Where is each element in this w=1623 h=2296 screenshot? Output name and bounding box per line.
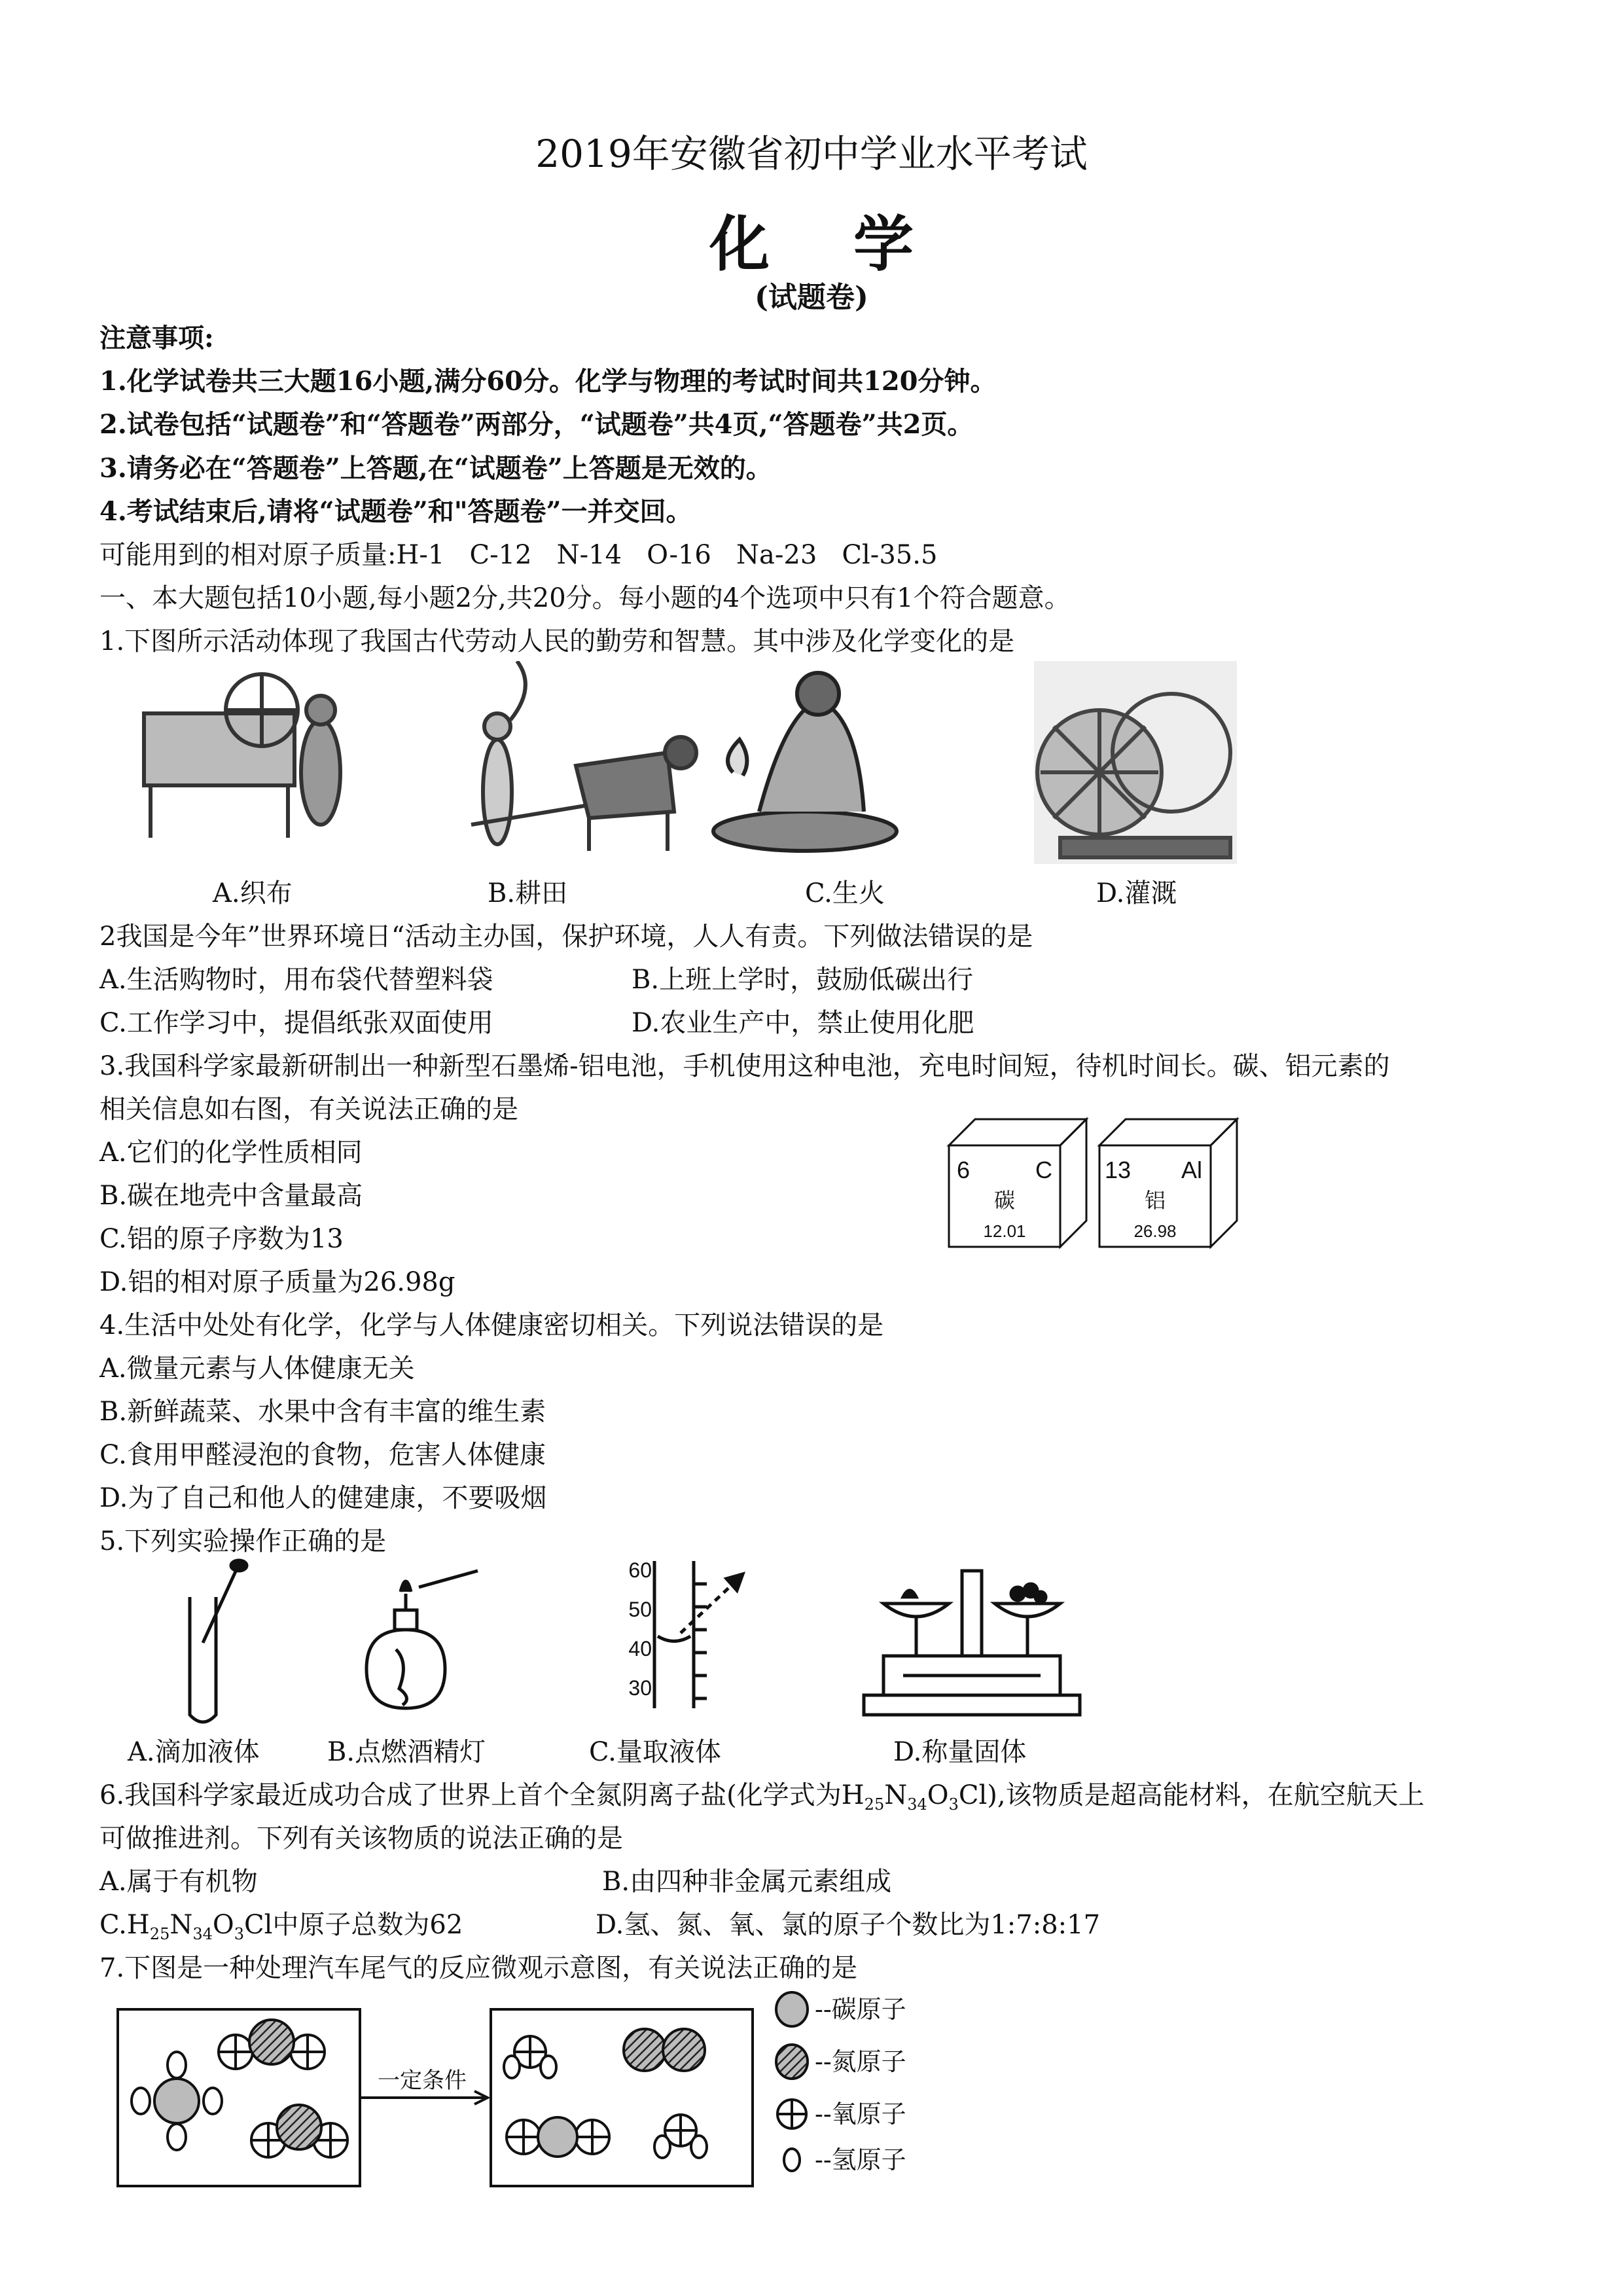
test-tube-dropper-picture (190, 1560, 247, 1722)
q6-formula: $H_{25}N_{34}O_3Cl$ (841, 1780, 988, 1814)
carbon-atom-symbol (776, 1992, 808, 2026)
q6-option-a: A.属于有机物 (99, 1867, 258, 1897)
q4-option-c: C.食用甲醛浸泡的食物，危害人体健康 (99, 1440, 546, 1470)
q2-option-a: A.生活购物时，用布袋代替塑料袋 (99, 965, 493, 995)
legend-oxygen: --氧原子 (815, 2100, 906, 2128)
q4-stem: 4.生活中处处有化学，化学与人体健康密切相关。下列说法错误的是 (99, 1310, 884, 1340)
notice-item-4: 4.考试结束后,请将“试题卷”和"答题卷”一并交回。 (99, 496, 692, 527)
carbon-symbol: C (1035, 1157, 1052, 1183)
notice-item-1: 1.化学试卷共三大题16小题,满分60分。化学与物理的考试时间共120分钟。 (99, 366, 997, 397)
q6-option-c (99, 1912, 463, 1942)
q3-stem-line1: 3.我国科学家最新研制出一种新型石墨烯-铝电池，手机使用这种电池，充电时间短，待机时间长。碳、铝元素的 (99, 1051, 1390, 1081)
water-molecule (504, 2036, 556, 2078)
cylinder-tick-60: 60 (628, 1558, 652, 1582)
q4-option-d: D.为了自己和他人的健建康，不要吸烟 (99, 1483, 547, 1513)
q1-option-c: C.生火 (805, 878, 885, 908)
water-molecule (654, 2115, 707, 2158)
legend-hydrogen: --氢原子 (815, 2145, 906, 2174)
q1-stem: 1.下图所示活动体现了我国古代劳动人民的勤劳和智慧。其中涉及化学变化的是 (99, 626, 1015, 656)
plowing-picture (471, 661, 696, 851)
making-fire-picture (713, 673, 897, 851)
section1-intro: 一、本大题包括10小题,每小题2分,共20分。每小题的4个选项中只有1个符合题意。 (99, 583, 1071, 613)
nitrogen-dioxide-molecule (219, 2020, 325, 2069)
q1-figure (131, 661, 1243, 864)
nitrogen-molecule (624, 2029, 705, 2071)
methane-molecule (132, 2052, 222, 2150)
q5-option-c: C.量取液体 (589, 1737, 721, 1767)
legend-symbols (776, 1992, 808, 2171)
notice-heading: 注意事项: (99, 323, 214, 353)
notice-item-2: 2.试卷包括“试题卷”和“答题卷”两部分，“试题卷”共4页,“答题卷”共2页。 (99, 409, 974, 440)
q1-option-b: B.耕田 (488, 878, 568, 908)
q6-option-c-post: 中原子总数为62 (272, 1910, 463, 1940)
irrigation-picture (1034, 661, 1237, 864)
nitrogen-atom-symbol (776, 2045, 808, 2079)
aluminum-name: 铝 (1144, 1189, 1166, 1212)
subject-title: 化 学 (709, 209, 914, 279)
atomic-masses: 可能用到的相对原子质量:H-1 C-12 N-14 O-16 Na-23 Cl-35.5 (99, 540, 938, 570)
q5-figure (170, 1558, 1152, 1728)
cylinder-tick-50: 50 (628, 1598, 652, 1621)
q5-option-a: A.滴加液体 (128, 1737, 260, 1767)
cylinder-tick-40: 40 (628, 1637, 652, 1660)
q7-stem: 7.下图是一种处理汽车尾气的反应微观示意图，有关说法正确的是 (99, 1953, 858, 1983)
aluminum-mass: 26.98 (1133, 1221, 1177, 1241)
alcohol-lamp-picture (366, 1571, 478, 1708)
oxygen-atom-symbol (777, 2100, 806, 2128)
q6-stem-line1 (99, 1782, 1425, 1812)
q3-option-c: C.铝的原子序数为13 (99, 1224, 344, 1254)
aluminum-number: 13 (1105, 1157, 1132, 1183)
q6-stem-pre: 6.我国科学家最近成功合成了世界上首个全氮阴离子盐(化学式为 (99, 1780, 842, 1810)
q5-option-d: D.称量固体 (893, 1737, 1027, 1767)
cylinder-tick-30: 30 (628, 1676, 652, 1700)
q6-option-d: D.氢、氮、氧、氯的原子个数比为1:7:8:17 (596, 1910, 1101, 1940)
aluminum-symbol: Al (1181, 1157, 1203, 1183)
q7-reaction-diagram (111, 1990, 962, 2206)
hydrogen-atom-symbol (784, 2149, 800, 2171)
q1-option-d: D.灌溉 (1096, 878, 1177, 908)
q2-stem: 2我国是今年”世界环境日“活动主办国，保护环境，人人有责。下列做法错误的是 (99, 922, 1033, 952)
exam-title: 2019年安徽省初中学业水平考试 (535, 132, 1088, 176)
q3-option-d: D.铝的相对原子质量为26.98g (99, 1267, 455, 1297)
q6-option-b: B.由四种非金属元素组成 (602, 1867, 892, 1897)
q4-option-b: B.新鲜蔬菜、水果中含有丰富的维生素 (99, 1397, 546, 1427)
loom-picture (144, 674, 340, 838)
q5-stem: 5.下列实验操作正确的是 (99, 1526, 387, 1556)
legend-carbon: --碳原子 (815, 1995, 906, 2024)
graduated-cylinder-picture (654, 1561, 743, 1708)
notice-item-3: 3.请务必在“答题卷”上答题,在“试题卷”上答题是无效的。 (99, 453, 772, 484)
q3-option-a: A.它们的化学性质相同 (99, 1138, 363, 1168)
carbon-name: 碳 (993, 1189, 1016, 1212)
carbon-dioxide-molecule (507, 2117, 609, 2157)
nitrogen-dioxide-molecule (251, 2105, 348, 2157)
element-cells (936, 1106, 1250, 1257)
q6-stem-post: ),该物质是超高能材料，在航空航天上 (987, 1780, 1425, 1810)
q6-stem-line2: 可做推进剂。下列有关该物质的说法正确的是 (99, 1823, 623, 1854)
legend-nitrogen: --氮原子 (815, 2047, 906, 2076)
q1-option-a: A.织布 (213, 878, 293, 908)
q3-option-b: B.碳在地壳中含量最高 (99, 1181, 363, 1211)
q4-option-a: A.微量元素与人体健康无关 (99, 1354, 415, 1384)
q3-stem-line2: 相关信息如右图，有关说法正确的是 (99, 1094, 518, 1124)
balance-scale-picture (864, 1571, 1080, 1715)
carbon-number: 6 (957, 1157, 971, 1183)
q2-option-c: C.工作学习中，提倡纸张双面使用 (99, 1008, 493, 1038)
q6-option-c-formula: $H_{25}N_{34}O_3Cl$ (126, 1910, 273, 1943)
carbon-mass: 12.01 (983, 1221, 1026, 1241)
reaction-condition: 一定条件 (378, 2068, 467, 2094)
q5-option-b: B.点燃酒精灯 (327, 1737, 486, 1767)
q6-option-c-pre: C. (99, 1910, 127, 1940)
paper-type: (试题卷) (755, 281, 868, 314)
q2-option-b: B.上班上学时，鼓励低碳出行 (632, 965, 974, 995)
q2-option-d: D.农业生产中，禁止使用化肥 (632, 1008, 974, 1038)
